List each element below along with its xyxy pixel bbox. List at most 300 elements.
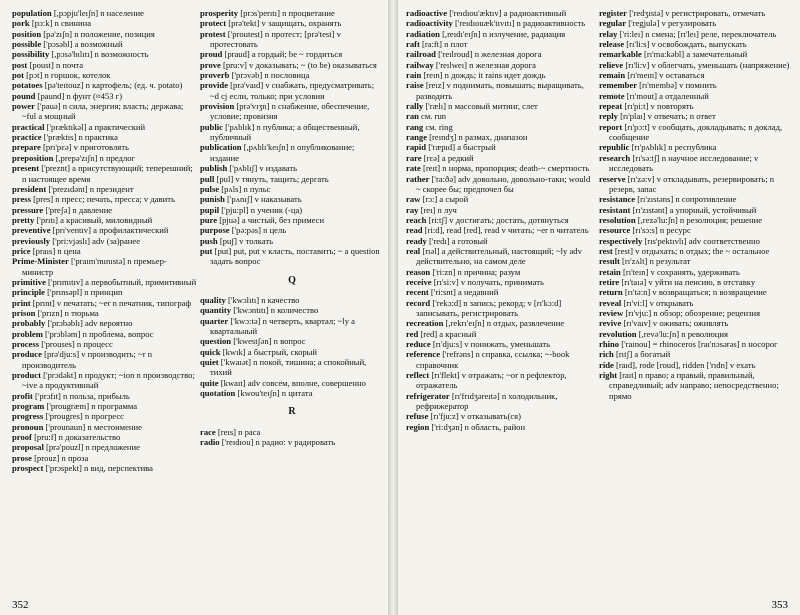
definition: [rı'vaıv] v оживать; оживлять	[623, 318, 729, 329]
definition: [rı'pʌblık] n республика	[631, 142, 717, 153]
dictionary-entry	[200, 347, 384, 357]
definition: [rı'si:v] v получать, принимать	[433, 276, 544, 287]
dictionary-entry	[200, 80, 384, 101]
definition: см. ring	[425, 121, 453, 132]
definition: [rı'vi:l] v открывать	[623, 297, 694, 308]
headword: ride	[599, 359, 614, 370]
dictionary-entry	[406, 267, 596, 277]
headword: press	[12, 194, 31, 205]
definition: [rı'plaı] v отвечать; n ответ	[620, 111, 716, 122]
dictionary-entry	[406, 142, 596, 152]
dictionary-entry	[200, 215, 384, 225]
definition: ['regjulə] v регулировать	[628, 18, 717, 29]
headword: revive	[599, 318, 622, 329]
headword: pronoun	[12, 421, 44, 432]
dictionary-entry	[599, 349, 791, 359]
headword: prosperity	[200, 8, 239, 18]
dictionary-entry	[599, 267, 791, 277]
dictionary-entry	[599, 298, 791, 308]
dictionary-entry	[12, 432, 197, 442]
dictionary-entry	[599, 360, 791, 370]
definition: [,pʌblı'keıʃn] n опубликование; издание	[210, 142, 355, 163]
dictionary-entry	[12, 401, 197, 411]
definition: ['prɔvəb] n пословица	[231, 70, 310, 81]
dictionary-entry	[599, 80, 791, 90]
definition: [kwık] a быстрый, скорый	[222, 346, 318, 357]
dictionary-entry	[599, 256, 791, 266]
dictionary-entry	[599, 174, 791, 195]
headword: reason	[406, 266, 431, 277]
right-page	[392, 0, 800, 615]
dictionary-entry	[599, 225, 791, 235]
definition: [prə'vıʒn] n снабжение, обеспечение, условие; провизия	[210, 101, 370, 122]
definition: [,prepə'zıʃn] n предлог	[55, 152, 136, 163]
definition: [rı'flekt] v отражать; ~or n рефлектор, отражатель	[416, 370, 567, 391]
definition: [pul] v тянуть, тащить; дергать	[216, 173, 329, 184]
headword: reduce	[406, 339, 431, 349]
definition: [kwaıt] adv совсем, вполне, совершенно	[220, 377, 366, 388]
headword: quiet	[200, 357, 219, 367]
definition: [rı'frıdʒəreıtə] n холодильник, рефрижератор	[416, 390, 558, 412]
dictionary-entry	[406, 215, 596, 225]
dictionary-entry	[12, 18, 197, 28]
dictionary-entry	[12, 194, 197, 204]
headword: rare	[406, 152, 422, 163]
dictionary-entry	[200, 70, 384, 80]
definition: [,pɔsə'bılıtı] n возможность	[51, 49, 149, 60]
headword: proud	[200, 49, 223, 60]
definition: [kwou'teıʃn] n цитата	[237, 388, 313, 399]
headword: radiation	[406, 28, 440, 39]
headword: rest	[599, 245, 613, 256]
definition: [prı'ventıv] a профилактический	[52, 225, 169, 236]
dictionary-entry	[406, 101, 596, 111]
definition: [reın] n дождь; it rains идет дождь	[423, 70, 546, 81]
headword: possibility	[12, 49, 50, 60]
definition: ['rekɔ:d] n запись; рекорд; v [rı'kɔ:d] записывать, регистрировать	[416, 297, 562, 318]
dictionary-entry	[599, 277, 791, 287]
headword: prove	[200, 59, 221, 70]
definition: [puʃ] v толкать	[219, 235, 274, 246]
headword: record	[406, 297, 431, 308]
headword: prose	[12, 452, 32, 463]
definition: ['kwɔntıtı] n количество	[233, 305, 319, 316]
headword: rally	[406, 101, 424, 112]
dictionary-entry	[599, 60, 791, 70]
right-page-column-1	[406, 8, 596, 593]
dictionary-entry	[12, 453, 197, 463]
dictionary-entry	[12, 287, 197, 297]
definition: [reındʒ] n размах, диапазон	[429, 132, 528, 143]
definition: [rıəl] a действительный, настоящий; ~ly adv действительно, на самом деле	[416, 245, 582, 267]
dictionary-entry	[406, 236, 596, 246]
definition: ['prızn] n тюрьма	[37, 307, 99, 318]
headword: relieve	[599, 59, 624, 70]
definition: [rı'vju:] n обзор; обозрение; рецензия	[625, 307, 761, 318]
definition: ['reıdıouæk'tıvıtı] n радиоактивность	[454, 18, 586, 29]
dictionary-entry	[599, 194, 791, 204]
definition: [,revə'lu:ʃn] n революция	[638, 328, 728, 339]
definition: ['prɔfıt] n польза, прибыль	[35, 390, 130, 401]
definition: [red] a красный	[420, 328, 477, 339]
definition: [rı'zə:v] v откладывать, резервировать; n резерв, запас	[609, 173, 775, 194]
definition: [prə'vaıd] v снабжать, предусматривать; ~d cj если, только; при условии	[210, 80, 375, 101]
headword: radioactive	[406, 8, 448, 18]
definition: [reıt] n норма, пропорция; death-~ смертность	[422, 163, 590, 174]
dictionary-entry	[12, 349, 197, 370]
definition: [rı'mout] a отдаленный	[626, 90, 709, 101]
dictionary-entry	[12, 339, 197, 349]
headword: president	[12, 183, 47, 194]
definition: ['prıtı] a красивый, миловидный	[36, 214, 153, 225]
headword: railway	[406, 59, 434, 70]
headword: quarter	[200, 315, 229, 326]
dictionary-entry	[200, 29, 384, 50]
headword: public	[200, 121, 223, 132]
dictionary-entry	[200, 184, 384, 194]
headword: resource	[599, 225, 631, 236]
headword: preposition	[12, 152, 54, 163]
headword: quick	[200, 346, 221, 357]
headword: red	[406, 328, 419, 339]
dictionary-entry	[406, 391, 596, 412]
definition: [rı'pi:t] v повторять	[624, 101, 694, 112]
definition: [prouz] n проза	[34, 452, 89, 463]
headword: review	[599, 307, 624, 318]
headword: preventive	[12, 225, 51, 236]
dictionary-entry	[406, 39, 596, 49]
headword: retire	[599, 276, 620, 287]
definition: [rı'tə:n] v возвращаться; n возвращение	[624, 287, 767, 298]
dictionary-entry	[12, 49, 197, 59]
dictionary-entry	[200, 295, 384, 305]
headword: rain	[406, 70, 422, 81]
headword: primitive	[12, 276, 46, 287]
definition: ['pʌnıʃ] v наказывать	[227, 194, 302, 205]
headword: quality	[200, 294, 226, 305]
page-number-right: 353	[771, 599, 788, 611]
dictionary-entry	[200, 378, 384, 388]
headword: pure	[200, 214, 218, 225]
dictionary-entry	[599, 70, 791, 80]
headword: raw	[406, 194, 421, 205]
headword: quantity	[200, 305, 232, 316]
headword: rate	[406, 163, 421, 174]
dictionary-entry	[12, 101, 197, 122]
definition: ['preznt] a присутствующий; теперешний; n настоящее время	[22, 163, 193, 184]
definition: ['pju:pl] n ученик (-ца)	[221, 204, 303, 215]
definition: [ra:ft] n плот	[422, 39, 468, 50]
definition: ['præktıs] n практика	[43, 132, 118, 143]
headword: produce	[12, 349, 42, 360]
headword: rich	[599, 349, 614, 360]
headword: provide	[200, 80, 229, 91]
dictionary-entry	[200, 316, 384, 337]
dictionary-entry	[406, 411, 596, 421]
dictionary-entry	[599, 91, 791, 101]
definition: ['reılroud] n железная дорога	[438, 49, 542, 60]
definition: см. run	[421, 111, 447, 122]
definition: [pjuə] a чистый, без примеси	[219, 214, 325, 225]
definition: [prı'pɛə] v приготовлять	[42, 142, 129, 153]
dictionary-entry	[599, 246, 791, 256]
dictionary-entry	[12, 91, 197, 101]
dictionary-entry	[200, 194, 384, 204]
headword: result	[599, 256, 620, 267]
headword: recent	[406, 287, 429, 298]
definition: [rı'zıstəns] n сопротивление	[637, 194, 737, 205]
dictionary-entry	[406, 298, 596, 319]
definition: ['pʌblık] n публика; a общественный, публичный	[210, 121, 360, 143]
headword: right	[599, 370, 618, 381]
definition: [raıd], rode [roud], ridden ['rıdn] v ехать	[615, 359, 756, 370]
headword: reflect	[406, 370, 430, 381]
dictionary-entry	[12, 132, 197, 142]
entries-q	[200, 295, 384, 398]
dictionary-entry	[599, 370, 791, 401]
headword: publish	[200, 163, 228, 174]
headword: pretty	[12, 214, 35, 225]
dictionary-entry	[12, 463, 197, 473]
letter-heading-q: Q	[288, 274, 296, 286]
dictionary-entry	[200, 388, 384, 398]
dictionary-entry	[406, 349, 596, 370]
dictionary-entry	[406, 60, 596, 70]
definition: [paund] n фунт (≈453 г)	[37, 90, 123, 101]
dictionary-entry	[599, 339, 791, 349]
definition: ['kwestʃən] n вопрос	[233, 336, 306, 347]
definition: [rɛə] a редкий	[423, 152, 474, 163]
definition: ['ri:snt] a недавний	[430, 287, 499, 298]
dictionary-entry	[12, 153, 197, 163]
dictionary-entry	[12, 318, 197, 328]
dictionary-entry	[200, 225, 384, 235]
dictionary-entry	[406, 370, 596, 391]
definition: [rı'dju:s] v понижать, уменьшать	[432, 339, 551, 349]
headword: pressure	[12, 204, 44, 215]
dictionary-entry	[599, 318, 791, 328]
headword: report	[599, 121, 623, 132]
definition: [rı'li:s] v освобождать, выпускать	[626, 39, 747, 50]
definition: [pʌls] n пульс	[221, 183, 271, 194]
headword: print	[12, 297, 31, 308]
headword: ray	[406, 204, 419, 215]
definition: [rı'membə] v помнить	[639, 80, 717, 91]
dictionary-entry	[406, 339, 596, 349]
headword: rang	[406, 121, 424, 132]
headword: quite	[200, 377, 219, 388]
dictionary-entry	[12, 308, 197, 318]
definition: [rı'meın] v оставаться	[627, 70, 705, 81]
definition: [raıt] n право; a правый, правильный, справедливый; adv направо; непосредственно; прямо	[609, 370, 779, 401]
definition: [rıs'pektıvlı] adv соответственно	[644, 235, 760, 246]
headword: reveal	[599, 297, 622, 308]
dictionary-entry	[406, 246, 596, 267]
dictionary-entry	[599, 18, 791, 28]
headword: revolution	[599, 328, 637, 339]
dictionary-entry	[12, 205, 197, 215]
headword: research	[599, 152, 631, 163]
headword: probably	[12, 318, 46, 329]
headword: republic	[599, 142, 630, 153]
definition: [prə'tekt] v защищать, охранять	[228, 18, 342, 29]
definition: ['ra:ðə] adv довольно, довольно-таки; would ~ скорее бы; предпочел бы	[416, 173, 591, 194]
dictionary-entry	[12, 122, 197, 132]
headword: reply	[599, 111, 618, 122]
definition: ['pauə] n сила, энергия; власть; держава; ~ful a мощный	[22, 101, 184, 122]
definition: ['pɔsəbl] a возможный	[43, 39, 123, 50]
dictionary-entry	[599, 215, 791, 225]
dictionary-entry	[12, 298, 197, 308]
headword: remember	[599, 80, 638, 91]
definition: ['præktıkəl] a практический	[46, 121, 146, 132]
definition: [rɔ:] a сырой	[422, 194, 469, 205]
dictionary-entry	[406, 29, 596, 39]
dictionary-entry	[200, 142, 384, 163]
headword: pull	[200, 173, 215, 184]
headword: progress	[12, 411, 44, 422]
headword: recreation	[406, 318, 444, 329]
definition: [pə'zıʃn] n положение, позиция	[43, 28, 155, 39]
dictionary-entry	[599, 287, 791, 297]
headword: raft	[406, 39, 420, 50]
dictionary-entry	[200, 163, 384, 173]
definition: [rı'fju:z] v отказывать(ся)	[430, 411, 521, 422]
headword: read	[406, 225, 423, 236]
headword: refuse	[406, 411, 429, 422]
headword: rather	[406, 173, 430, 184]
dictionary-entry	[406, 318, 596, 328]
headword: remarkable	[599, 49, 642, 60]
headword: retain	[599, 266, 621, 277]
dictionary-entry	[12, 163, 197, 184]
headword: question	[200, 336, 232, 347]
definition: [rı'sɔ:s] n ресурс	[632, 225, 691, 236]
definition: ['preʃə] n давление	[45, 204, 113, 215]
definition: [ri:d], read [red], read v читать; ~er n читатель	[424, 225, 589, 236]
entries-r	[200, 427, 384, 448]
definition: [praud] a гордый; be ~ гордиться	[224, 49, 343, 60]
definition: ['kwɔlıtı] n качество	[227, 294, 300, 305]
definition: ['kwaıət] n покой, тишина; a спокойный, тихий	[210, 357, 367, 378]
headword: Prime-Minister	[12, 256, 69, 267]
headword: receive	[406, 276, 432, 287]
headword: repeat	[599, 101, 623, 112]
headword: relay	[599, 28, 618, 39]
definition: ['refrəns] n справка, ссылка; ~-book справочник	[416, 349, 570, 370]
definition: [,rekrı'eıʃn] n отдых, развлечение	[445, 318, 565, 329]
headword: real	[406, 245, 421, 256]
headword: railroad	[406, 49, 436, 60]
headword: reference	[406, 349, 441, 360]
definition: ['pri:vjəslı] adv (за)ранее	[52, 235, 141, 246]
headword: ran	[406, 111, 419, 122]
dictionary-entry	[12, 70, 197, 80]
dictionary-entry	[200, 236, 384, 246]
dictionary-entry	[12, 236, 197, 246]
headword: possible	[12, 39, 42, 50]
dictionary-entry	[200, 246, 384, 267]
headword: resolution	[599, 214, 636, 225]
headword: range	[406, 132, 428, 143]
headword: return	[599, 287, 623, 298]
left-page-column-1	[12, 8, 197, 593]
dictionary-entry	[12, 80, 197, 90]
headword: purpose	[200, 225, 230, 236]
dictionary-entry	[599, 49, 791, 59]
dictionary-entry	[406, 132, 596, 142]
headword: quotation	[200, 388, 236, 399]
headword: resistant	[599, 204, 631, 215]
definition: [rı'zʌlt] n результат	[622, 256, 691, 267]
dictionary-entry	[406, 153, 596, 163]
definition: [rı'ma:kəbl] a замечательный	[643, 49, 748, 60]
definition: ['prouses] n процесс	[41, 339, 113, 349]
right-page-column-2	[599, 8, 791, 593]
headword: provision	[200, 101, 235, 112]
dictionary-entry	[12, 246, 197, 256]
definition: [prɔs'perıtı] n процветание	[240, 8, 335, 18]
definition: ['kwɔ:tə] n четверть, квартал; ~ly a квартальный	[210, 315, 355, 336]
definition: ['ri:leı] n смена; [rı'leı] реле, переключатель	[619, 28, 777, 39]
definition: [,reıdı'eıʃn] n излучение, радиация	[442, 28, 566, 39]
headword: respectively	[599, 235, 643, 246]
definition: ['pʌblıʃ] v издавать	[229, 163, 298, 174]
definition: ['prezıdənt] n президент	[48, 183, 134, 194]
headword: proposal	[12, 442, 44, 453]
headword: previously	[12, 235, 51, 246]
headword: release	[599, 39, 625, 50]
dictionary-entry	[200, 174, 384, 184]
dictionary-entry	[12, 370, 197, 391]
headword: power	[12, 101, 35, 112]
entries-p	[200, 8, 384, 267]
dictionary-entry	[12, 391, 197, 401]
dictionary-entry	[406, 287, 596, 297]
headword: process	[12, 339, 40, 349]
dictionary-entry	[12, 225, 197, 235]
dictionary-entry	[599, 205, 791, 215]
definition: [rı'sə:tʃ] n научное исследование; v исследовать	[609, 152, 759, 174]
dictionary-entry	[12, 60, 197, 70]
dictionary-entry	[406, 174, 596, 195]
headword: region	[406, 421, 430, 432]
headword: put	[200, 245, 213, 256]
definition: [reı] n луч	[420, 204, 457, 215]
definition: [pɔ:k] n свинина	[31, 18, 92, 29]
dictionary-entry	[200, 336, 384, 346]
headword: population	[12, 8, 52, 18]
headword: radio	[200, 437, 220, 448]
headword: pot	[12, 70, 24, 81]
headword: pupil	[200, 204, 220, 215]
definition: ['prımıtıv] a первобытный, примитивный	[48, 276, 197, 287]
dictionary-entry	[599, 111, 791, 121]
definition: [ri:tʃ] v достигать; достать, дотянуться	[428, 214, 569, 225]
headword: problem	[12, 328, 43, 339]
definition: [pɔt] n горшок, котелок	[26, 70, 111, 81]
definition: ['ri:zn] n причина; разум	[432, 266, 521, 277]
headword: product	[12, 370, 41, 381]
headword: raise	[406, 80, 424, 91]
definition: ['prɔbəblı] adv вероятно	[47, 318, 133, 329]
definition: [poust] n почта	[29, 59, 84, 70]
definition: ['prınsəpl] n принцип	[47, 287, 123, 298]
dictionary-entry	[406, 422, 596, 432]
dictionary-entry	[406, 18, 596, 28]
dictionary-entry	[12, 8, 197, 18]
dictionary-entry	[406, 122, 596, 132]
